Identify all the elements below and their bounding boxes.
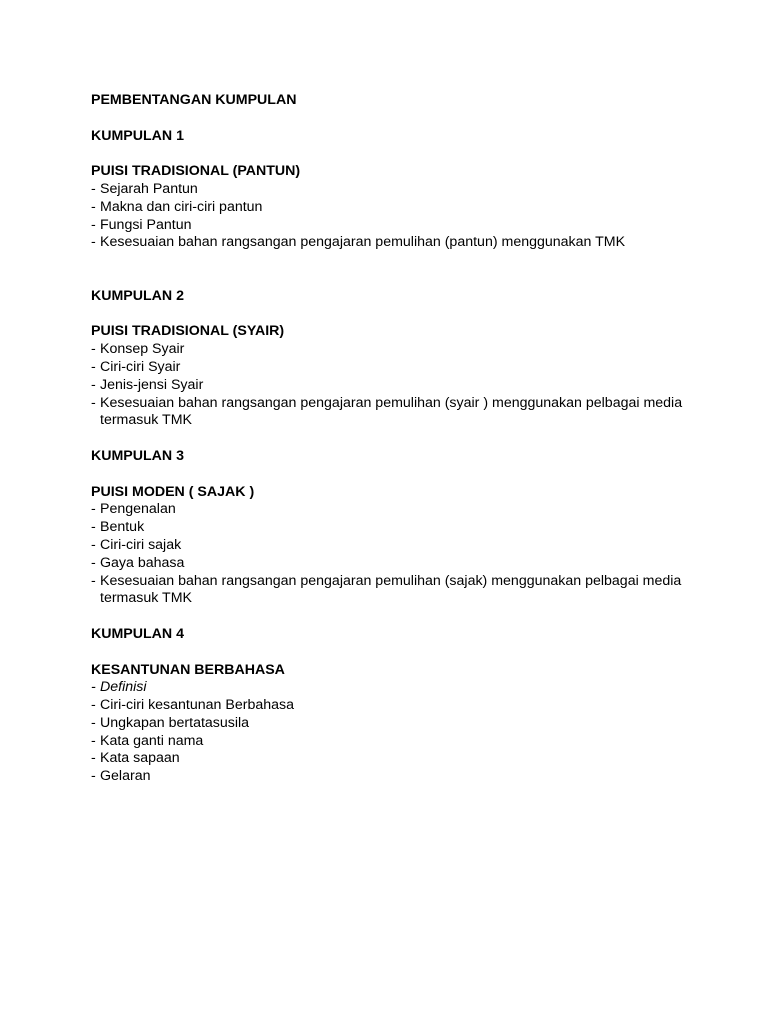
spacer [91, 145, 731, 163]
list-item: - Kesesuaian bahan rangsangan pengajaran pemulihan (syair ) menggunakan pelbagai media termasuk TMK [91, 395, 731, 431]
group-label: KUMPULAN 3 [91, 447, 185, 464]
list-item: - Pengenalan [91, 501, 731, 519]
spacer [91, 466, 731, 484]
group-label: KUMPULAN 1 [91, 127, 185, 144]
topic-list [91, 341, 731, 430]
list-item: - Ungkapan bertatasusila [91, 715, 731, 733]
spacer [91, 252, 731, 288]
list-item: - Kesesuaian bahan rangsangan pengajaran pemulihan (pantun) menggunakan TMK [91, 234, 731, 252]
list-item: - Gaya bahasa [91, 555, 731, 573]
list-item: - Definisi [91, 679, 731, 697]
list-item: - Ciri-ciri sajak [91, 537, 731, 555]
group-3 [91, 448, 731, 608]
group-label: KUMPULAN 4 [91, 625, 185, 642]
document-title: PEMBENTANGAN KUMPULAN [91, 92, 297, 108]
group-4 [91, 626, 731, 786]
group-topic: PUISI TRADISIONAL (SYAIR) [91, 323, 285, 340]
group-topic: KESANTUNAN BERBAHASA [91, 661, 285, 678]
list-item: - Konsep Syair [91, 341, 731, 359]
group-label: KUMPULAN 2 [91, 287, 185, 304]
list-item: - Kata ganti nama [91, 733, 731, 751]
list-item: - Sejarah Pantun [91, 181, 731, 199]
list-item: - Ciri-ciri kesantunan Berbahasa [91, 697, 731, 715]
list-item: - Bentuk [91, 519, 731, 537]
list-item: - Jenis-jensi Syair [91, 377, 731, 395]
group-2 [91, 288, 731, 430]
spacer [91, 430, 731, 448]
spacer [91, 644, 731, 662]
spacer [91, 306, 731, 324]
list-item: - Kesesuaian bahan rangsangan pengajaran pemulihan (sajak) menggunakan pelbagai media termasuk TMK [91, 573, 731, 609]
group-topic: PUISI MODEN ( SAJAK ) [91, 483, 255, 500]
spacer [91, 608, 731, 626]
list-item: - Kata sapaan [91, 750, 731, 768]
group-topic: PUISI TRADISIONAL (PANTUN) [91, 163, 301, 180]
topic-list [91, 679, 731, 786]
list-item: - Gelaran [91, 768, 731, 786]
list-item: - Makna dan ciri-ciri pantun [91, 199, 731, 217]
group-1 [91, 128, 731, 253]
spacer [91, 110, 731, 128]
topic-list [91, 181, 731, 252]
topic-list [91, 501, 731, 608]
list-item: - Fungsi Pantun [91, 217, 731, 235]
document-page [91, 92, 731, 786]
list-item: - Ciri-ciri Syair [91, 359, 731, 377]
